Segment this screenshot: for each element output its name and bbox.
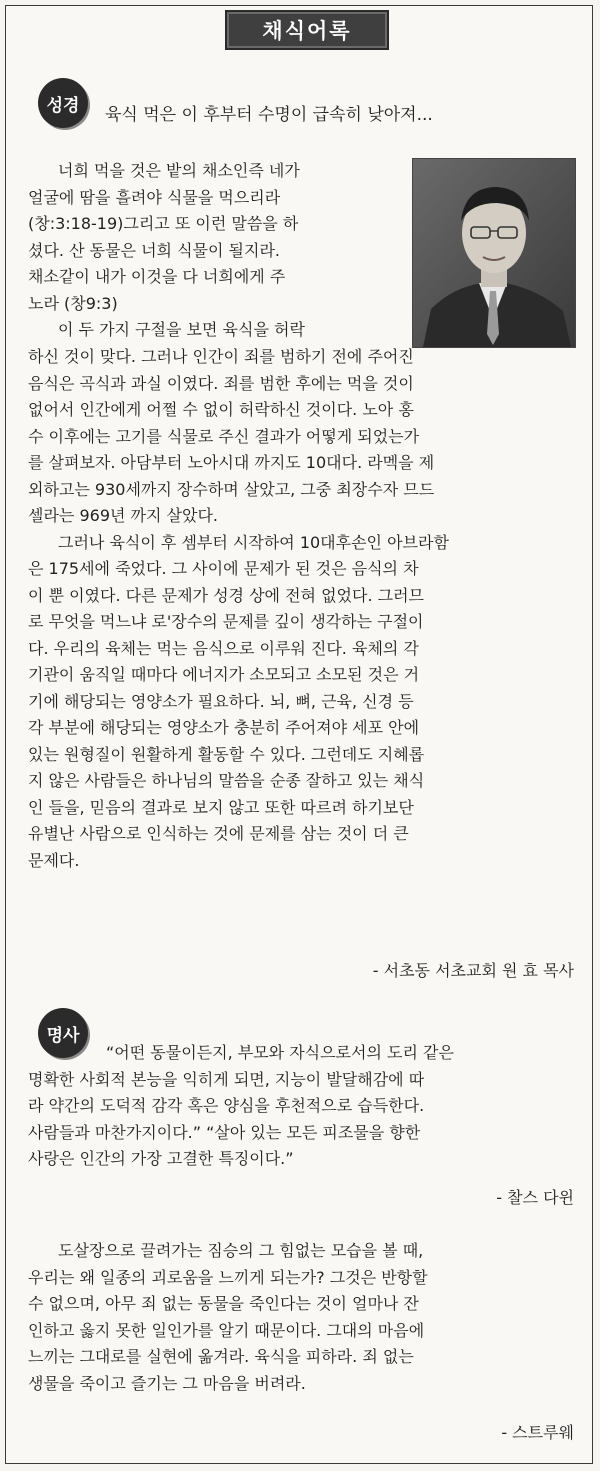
text-line: 있는 원형질이 원활하게 활동할 수 있다. 그런데도 지혜롭	[28, 744, 425, 764]
text-line: 얼굴에 땀을 흘려야 식물을 먹으리라	[28, 187, 281, 207]
text-line: 수 없으며, 아무 죄 없는 동물을 죽인다는 것이 얼마나 잔	[28, 1294, 419, 1313]
page-title: 채식어록	[225, 10, 389, 50]
text-line: 사람들과 마찬가지이다.” “살아 있는 모든 피조물을 향한	[28, 1122, 421, 1142]
bible-paragraph-full	[28, 344, 576, 874]
text-line: 인 들을, 믿음의 결과로 보지 않고 또한 따르려 하기보단	[28, 797, 414, 817]
text-line: 문제다.	[28, 850, 80, 870]
text-line: 명확한 사회적 본능을 익히게 되면, 지능이 발달해감에 따	[28, 1069, 425, 1089]
text-line: 라 약간의 도덕적 감각 혹은 양심을 후천적으로 습득한다.	[28, 1096, 425, 1115]
text-line: 기관이 움직일 때마다 에너지가 소모되고 소모된 것은 거	[28, 665, 420, 684]
text-line: 없어서 인간에게 어쩔 수 없이 허락하신 것이다. 노아 홍	[28, 400, 414, 419]
struve-byline: - 스트루웨	[501, 1423, 574, 1442]
famous-quotes-badge: 명사	[38, 1008, 88, 1058]
text-line: 그러나 육식이 후 셈부터 시작하여 10대후손인 아브라함	[58, 532, 449, 552]
author-photo	[412, 158, 576, 348]
darwin-quote	[28, 1040, 576, 1173]
text-line: 이 두 가지 구절을 보면 육식을 허락	[58, 320, 305, 339]
article-headline: 육식 먹은 이 후부터 수명이 급속히 낮아져...	[105, 105, 433, 125]
text-line: 다. 우리의 육체는 먹는 음식으로 이루워 진다. 육체의 각	[28, 638, 419, 658]
text-line: 채소같이 내가 이것을 다 너희에게 주	[28, 267, 286, 286]
text-line: 각 부분에 해당되는 영양소가 충분히 주어져야 세포 안에	[28, 718, 420, 737]
portrait-illustration	[413, 159, 575, 347]
text-line: 기에 해당되는 영양소가 필요하다. 뇌, 뼈, 근육, 신경 등	[28, 691, 414, 711]
text-line: 노라 (창9:3)	[28, 293, 118, 313]
text-line: “어떤 동물이든지, 부모와 자식으로서의 도리 같은	[106, 1043, 454, 1062]
bible-paragraph-top	[28, 158, 406, 344]
text-line: 사랑은 인간의 가장 고결한 특징이다.”	[28, 1149, 294, 1168]
text-line: 너희 먹을 것은 밭의 채소인즉 네가	[58, 161, 300, 180]
text-line: 인하고 옳지 못한 일인가를 알기 때문이다. 그대의 마음에	[28, 1320, 425, 1340]
text-line: 유별난 사람으로 인식하는 것에 문제를 삼는 것이 더 큰	[28, 824, 409, 843]
text-line: (창:3:18-19)그리고 또 이런 말씀을 하	[28, 214, 299, 233]
text-line: 생물을 죽이고 즐기는 그 마음을 버려라.	[28, 1373, 306, 1393]
text-line: 를 살펴보자. 아담부터 노아시대 까지도 10대다. 라멕을 제	[28, 453, 435, 472]
text-line: 느끼는 그대로를 실현에 옮겨라. 육식을 피하라. 죄 없는	[28, 1347, 414, 1366]
text-line: 도살장으로 끌려가는 짐승의 그 힘없는 모습을 볼 때,	[58, 1241, 424, 1260]
text-line: 지 않은 사람들은 하나님의 말씀을 순종 잘하고 있는 채식	[28, 771, 425, 790]
text-line: 셀라는 969년 까지 살았다.	[28, 506, 218, 525]
text-line: 우리는 왜 일종의 괴로움을 느끼게 되는가? 그것은 반항할	[28, 1267, 428, 1287]
text-line: 은 175세에 죽었다. 그 사이에 문제가 된 것은 음식의 차	[28, 559, 419, 578]
bible-byline: - 서초동 서초교회 원 효 목사	[372, 961, 574, 980]
text-line: 셨다. 산 동물은 너희 식물이 될지라.	[28, 240, 280, 260]
text-line: 로 무엇을 먹느냐 로'장수의 문제를 깊이 생각하는 구절이	[28, 612, 424, 631]
text-line: 음식은 곡식과 과실 이였다. 죄를 범한 후에는 먹을 것이	[28, 373, 414, 393]
struve-quote	[28, 1238, 576, 1397]
text-line: 하신 것이 맞다. 그러나 인간이 죄를 범하기 전에 주어진	[28, 347, 414, 366]
text-line: 외하고는 930세까지 장수하며 살았고, 그중 최장수자 므드	[28, 479, 435, 499]
text-line: 이 뿐 이였다. 다른 문제가 성경 상에 전혀 없었다. 그러므	[28, 585, 424, 605]
darwin-byline: - 찰스 다윈	[496, 1188, 574, 1207]
bible-badge: 성경	[38, 78, 88, 128]
text-line: 수 이후에는 고기를 식물로 주신 결과가 어떻게 되었는가	[28, 426, 420, 446]
